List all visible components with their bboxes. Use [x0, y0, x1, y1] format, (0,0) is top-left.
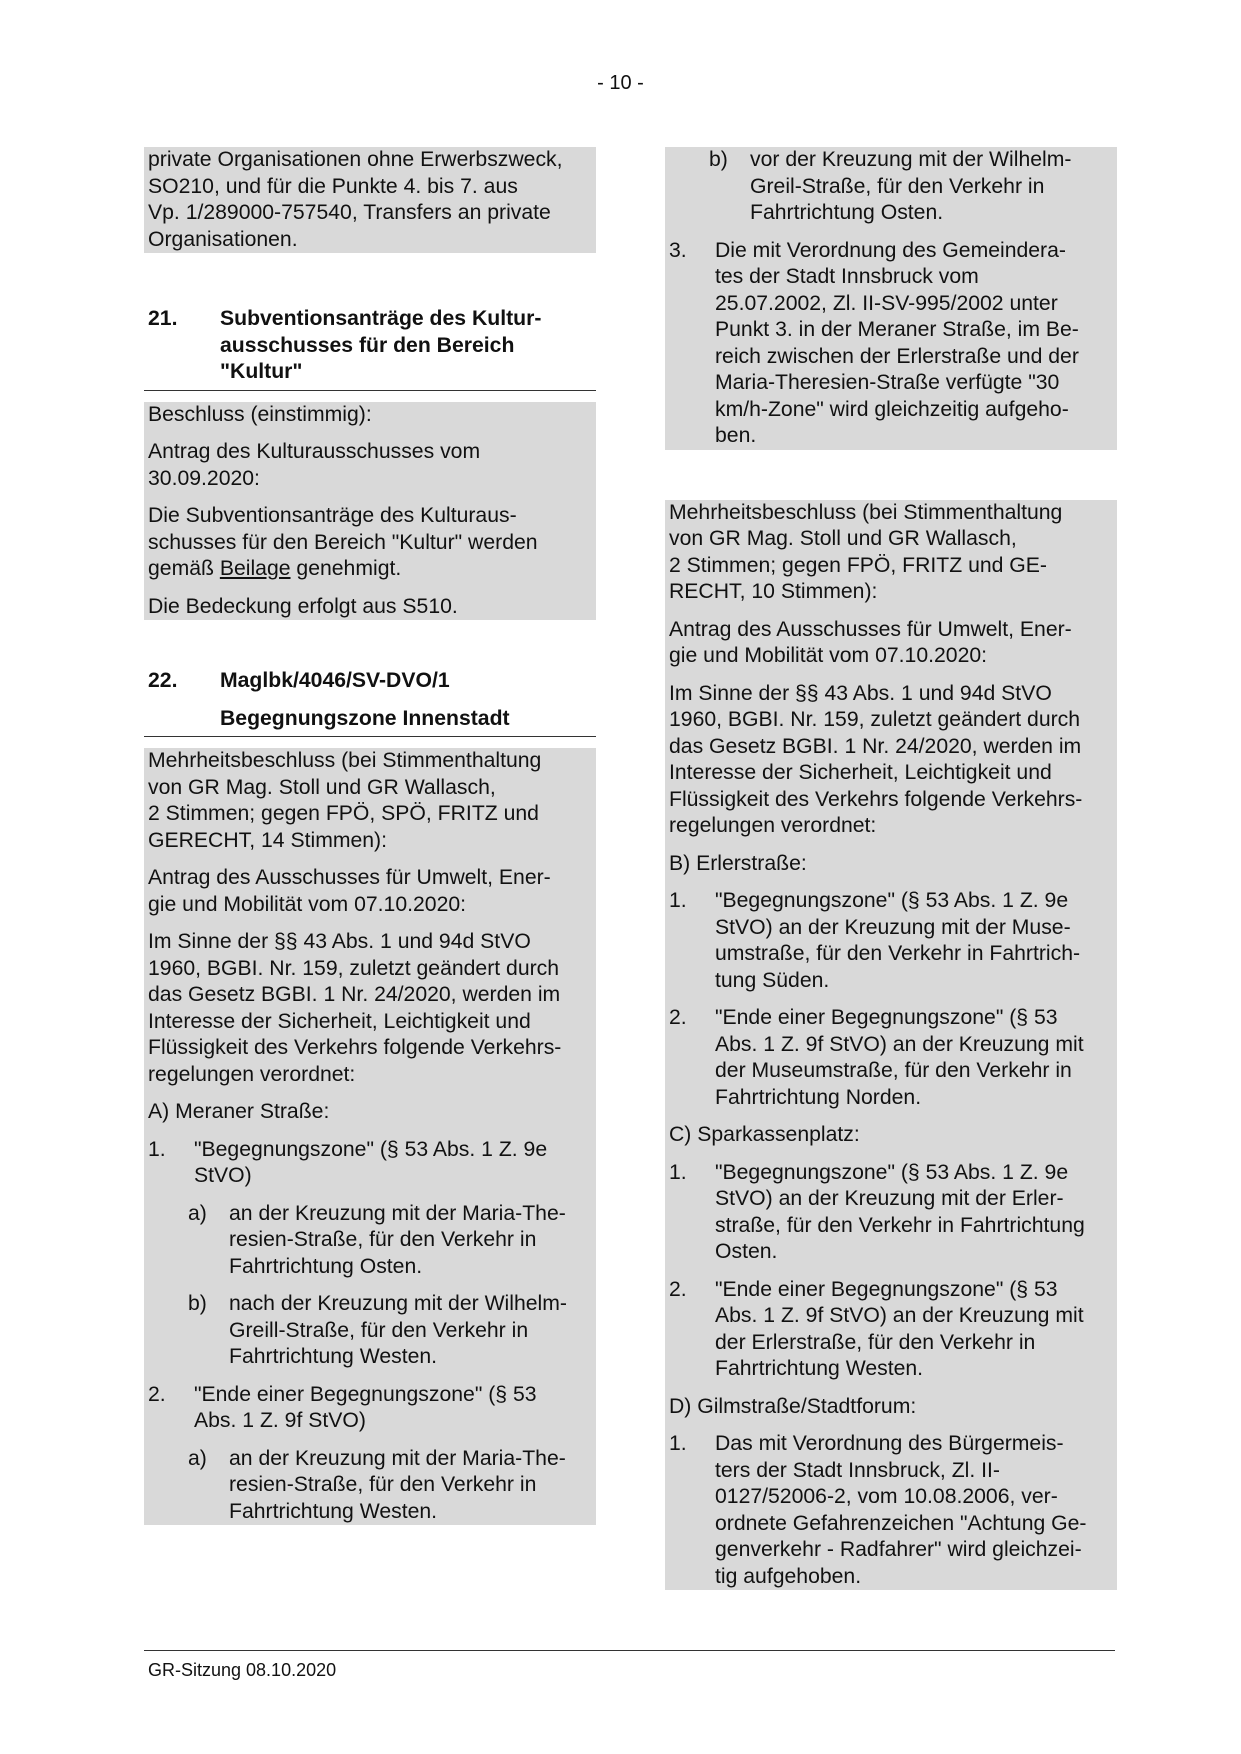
section-title — [220, 306, 541, 386]
text-line: das Gesetz BGBI. 1 Nr. 24/2020, werden im — [669, 734, 1082, 758]
text-line: nach der Kreuzung mit der Wilhelm- — [229, 1292, 567, 1315]
text-line: Fahrtrichtung Osten. — [229, 1254, 423, 1278]
left-column — [144, 147, 596, 1525]
list-number: 2. — [148, 1382, 166, 1406]
list-item — [669, 888, 1113, 994]
text-line: Mehrheitsbeschluss (bei Stimmenthaltung — [148, 749, 542, 772]
text-line: tung Süden. — [715, 968, 830, 992]
footer-divider — [144, 1650, 1115, 1651]
footer-text: GR-Sitzung 08.10.2020 — [148, 1660, 337, 1680]
text-line: ters der Stadt Innsbruck, Zl. II- — [715, 1458, 1000, 1482]
title-line: ausschusses für den Bereich — [220, 333, 515, 357]
text-line: tes der Stadt Innsbruck vom — [715, 265, 979, 288]
text-line: reich zwischen der Erlerstraße und der — [715, 344, 1079, 368]
continued-list-block — [665, 147, 1117, 450]
beilage-link[interactable]: Beilage — [219, 557, 291, 580]
section-22-subheading — [144, 706, 596, 738]
text-line: StVO) — [194, 1164, 252, 1187]
text-line: 30.09.2020: — [148, 466, 260, 490]
list-number: 3. — [669, 238, 687, 262]
text-line: Fahrtrichtung Westen. — [229, 1345, 438, 1368]
text-line: an der Kreuzung mit der Maria-The- — [229, 1201, 566, 1225]
section-title: Maglbk/4046/SV-DVO/1 — [220, 669, 450, 692]
list-letter: a) — [188, 1201, 207, 1225]
text-line: Abs. 1 Z. 9f StVO) an der Kreuzung mit — [715, 1032, 1084, 1056]
text-line: gie und Mobilität vom 07.10.2020: — [669, 644, 988, 667]
list-number: 2. — [669, 1277, 687, 1301]
text-line: Mehrheitsbeschluss (bei Stimmenthaltung — [669, 500, 1063, 524]
text-line: private Organisationen ohne Erwerbszweck, — [148, 148, 563, 171]
text-fragment: genehmigt. — [290, 557, 402, 580]
text-line: Greill-Straße, für den Verkehr in — [229, 1318, 529, 1342]
text-line: "Begegnungszone" (§ 53 Abs. 1 Z. 9e — [715, 1160, 1069, 1184]
title-line: Subventionsanträge des Kultur- — [220, 307, 542, 330]
text-line: der Erlerstraße, für den Verkehr in — [715, 1330, 1036, 1354]
text-line: StVO) an der Kreuzung mit der Erler- — [715, 1187, 1064, 1210]
list-number: 1. — [148, 1137, 166, 1161]
list-letter: a) — [188, 1446, 207, 1470]
text-line: Interesse der Sicherheit, Leichtigkeit und — [669, 761, 1052, 784]
text-line: tig aufgehoben. — [715, 1564, 862, 1588]
section-label: D) Gilmstraße/Stadtforum: — [669, 1394, 917, 1418]
text-line: 1960, BGBI. Nr. 159, zuletzt geändert durch — [669, 708, 1081, 731]
text-line: gie und Mobilität vom 07.10.2020: — [148, 892, 467, 916]
text-line: ben. — [715, 424, 757, 447]
text-line: 2 Stimmen; gegen FPÖ, SPÖ, FRITZ und — [148, 802, 539, 825]
section-22-body — [144, 748, 596, 1525]
list-letter: b) — [188, 1292, 207, 1315]
text-line: Punkt 3. in der Meraner Straße, im Be- — [715, 318, 1079, 341]
text-line: von GR Mag. Stoll und GR Wallasch, — [669, 527, 1017, 550]
section-21-heading — [144, 306, 596, 391]
text-line: Osten. — [715, 1240, 778, 1263]
text-line: SO210, und für die Punkte 4. bis 7. aus — [148, 174, 518, 198]
section-number: 22. — [148, 669, 178, 692]
text-line: Flüssigkeit des Verkehrs folgende Verkehrs- — [148, 1036, 562, 1059]
list-item — [148, 1137, 592, 1190]
list-letter: b) — [709, 148, 728, 171]
list-item — [669, 1160, 1113, 1266]
text-line: Flüssigkeit des Verkehrs folgende Verkehrs- — [669, 787, 1083, 811]
list-item — [148, 1382, 592, 1435]
text-line: GERECHT, 14 Stimmen): — [148, 828, 387, 852]
text-line: regelungen verordnet: — [669, 814, 877, 837]
text-line: Organisationen. — [148, 227, 298, 251]
decision-text: Beschluss (einstimmig): — [148, 402, 372, 426]
sub-list-item — [148, 1446, 592, 1526]
text-line: der Museumstraße, für den Verkehr in — [715, 1059, 1072, 1082]
coverage-text: Die Bedeckung erfolgt aus S510. — [148, 594, 458, 618]
list-number: 1. — [669, 889, 687, 912]
text-line: Im Sinne der §§ 43 Abs. 1 und 94d StVO — [669, 681, 1052, 705]
text-line: 2 Stimmen; gegen FPÖ, FRITZ und GE- — [669, 553, 1047, 577]
section-subtitle: Begegnungszone Innenstadt — [220, 706, 510, 730]
text-line: "Begegnungszone" (§ 53 Abs. 1 Z. 9e — [715, 889, 1069, 912]
text-line: "Ende einer Begegnungszone" (§ 53 — [715, 1277, 1058, 1301]
text-line: 25.07.2002, Zl. II-SV-995/2002 unter — [715, 291, 1058, 315]
text-line: umstraße, für den Verkehr in Fahrtrich- — [715, 942, 1081, 965]
section-label: C) Sparkassenplatz: — [669, 1123, 860, 1146]
section-22-heading — [144, 668, 596, 695]
text-line: Das mit Verordnung des Bürgermeis- — [715, 1432, 1064, 1455]
text-line: 1960, BGBI. Nr. 159, zuletzt geändert durch — [148, 956, 560, 980]
section-21-body — [144, 402, 596, 621]
title-line: "Kultur" — [220, 360, 303, 383]
list-item — [669, 1005, 1113, 1111]
text-line: km/h-Zone" wird gleichzeitig aufgeho- — [715, 397, 1069, 421]
text-line: resien-Straße, für den Verkehr in — [229, 1473, 537, 1496]
text-line: von GR Mag. Stoll und GR Wallasch, — [148, 775, 496, 799]
list-item — [669, 1277, 1113, 1383]
sub-list-item — [148, 1291, 592, 1371]
decision-block — [665, 500, 1117, 1591]
text-line: Abs. 1 Z. 9f StVO) an der Kreuzung mit — [715, 1304, 1084, 1327]
list-item — [669, 238, 1113, 450]
page-number: - 10 - — [597, 72, 644, 94]
text-line — [148, 556, 592, 583]
text-line: ordnete Gefahrenzeichen "Achtung Ge- — [715, 1511, 1087, 1535]
text-line: Abs. 1 Z. 9f StVO) — [194, 1409, 366, 1432]
text-line: vor der Kreuzung mit der Wilhelm- — [750, 148, 1072, 171]
text-line: 0127/52006-2, vom 10.08.2006, ver- — [715, 1485, 1058, 1508]
section-label: A) Meraner Straße: — [148, 1100, 330, 1123]
text-line: schusses für den Bereich "Kultur" werden — [148, 530, 538, 554]
text-line: "Ende einer Begegnungszone" (§ 53 — [194, 1382, 537, 1406]
list-number: 1. — [669, 1160, 687, 1184]
text-line: Fahrtrichtung Norden. — [715, 1085, 922, 1109]
text-line: Interesse der Sicherheit, Leichtigkeit und — [148, 1009, 531, 1033]
text-line: Die Subventionsanträge des Kulturaus- — [148, 504, 517, 527]
text-line: an der Kreuzung mit der Maria-The- — [229, 1446, 566, 1470]
text-fragment: gemäß — [148, 557, 220, 580]
list-number: 1. — [669, 1432, 687, 1455]
text-line: RECHT, 10 Stimmen): — [669, 580, 878, 603]
right-column — [665, 147, 1117, 1590]
text-line: Die mit Verordnung des Gemeindera- — [715, 238, 1066, 262]
text-line: das Gesetz BGBI. 1 Nr. 24/2020, werden im — [148, 983, 561, 1006]
sub-list-item — [669, 147, 1113, 227]
list-number: 2. — [669, 1006, 687, 1029]
text-line: Antrag des Kulturausschusses vom — [148, 440, 481, 463]
text-line: Fahrtrichtung Westen. — [229, 1499, 438, 1523]
text-line: resien-Straße, für den Verkehr in — [229, 1228, 537, 1251]
text-line: "Ende einer Begegnungszone" (§ 53 — [715, 1006, 1058, 1029]
list-item — [669, 1431, 1113, 1590]
intro-block — [144, 147, 596, 253]
text-line: Vp. 1/289000-757540, Transfers an private — [148, 201, 551, 224]
text-line: "Begegnungszone" (§ 53 Abs. 1 Z. 9e — [194, 1137, 548, 1161]
text-line: Antrag des Ausschusses für Umwelt, Ener- — [669, 617, 1072, 641]
sub-list-item — [148, 1201, 592, 1281]
section-number: 21. — [148, 307, 178, 330]
text-line: straße, für den Verkehr in Fahrtrichtung — [715, 1213, 1085, 1237]
text-line: Fahrtrichtung Westen. — [715, 1357, 924, 1380]
text-line: Antrag des Ausschusses für Umwelt, Ener- — [148, 866, 551, 889]
text-line: Fahrtrichtung Osten. — [750, 201, 944, 224]
text-line: Im Sinne der §§ 43 Abs. 1 und 94d StVO — [148, 930, 531, 953]
text-line: Maria-Theresien-Straße verfügte "30 — [715, 371, 1060, 394]
text-line: regelungen verordnet: — [148, 1062, 356, 1086]
text-line: genverkehr - Radfahrer" wird gleichzei- — [715, 1538, 1082, 1561]
text-line: Greil-Straße, für den Verkehr in — [750, 174, 1045, 198]
text-line: StVO) an der Kreuzung mit der Muse- — [715, 915, 1071, 939]
section-label: B) Erlerstraße: — [669, 851, 807, 875]
